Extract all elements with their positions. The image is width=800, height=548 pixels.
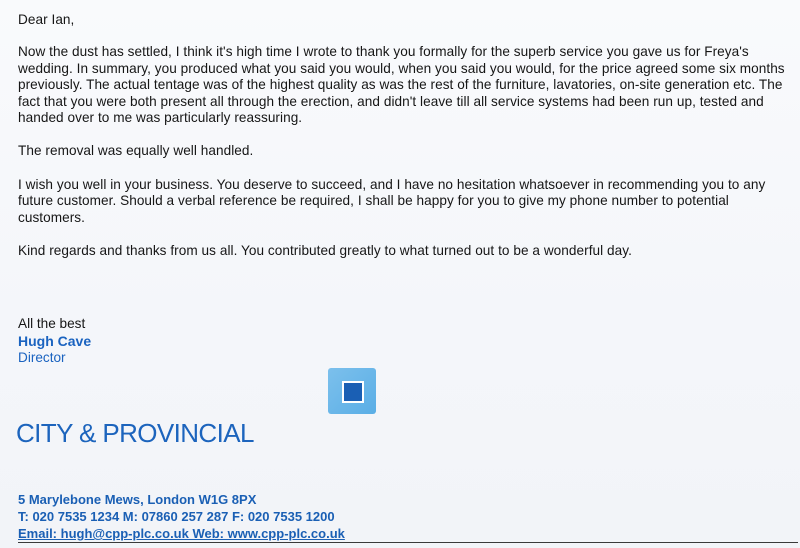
signature-title: Director bbox=[18, 350, 66, 365]
footer-address: 5 Marylebone Mews, London W1G 8PX bbox=[18, 492, 257, 507]
paragraph-regards: Kind regards and thanks from us all. You contributed greatly to what turned out to be a wonderful day. bbox=[18, 243, 632, 259]
footer-rule bbox=[18, 542, 798, 543]
paragraph-thanks: Now the dust has settled, I think it's high time I wrote to thank you formally for the superb service you gave us for Freya's wedding. In summary, you produced what you said you would, when you said you would, for the price agreed some six months previously. The actual tentage was of the highest quality as was the rest of the furniture, lavatories, on-site generation etc. The fact that you were both present all through the erection, and didn't leave till all service systems had been run up, tested and handed over to me was particularly reassuring. bbox=[18, 44, 785, 126]
company-wordmark: CITY & PROVINCIAL bbox=[16, 418, 254, 448]
salutation: Dear Ian, bbox=[18, 12, 75, 27]
paragraph-recommendation: I wish you well in your business. You deserve to succeed, and I have no hesitation whatsoever in recommending you to any future customer. Should a verbal reference be required, I shall be happy for you to give my phone number to potential customers. bbox=[18, 176, 766, 225]
footer-contact: Email: hugh@cpp-plc.co.uk Web: www.cpp-plc.co.uk bbox=[18, 526, 345, 541]
paragraph-removal: The removal was equally well handled. bbox=[18, 143, 254, 159]
signature-name: Hugh Cave bbox=[18, 333, 92, 349]
logo-inner-square bbox=[342, 381, 364, 403]
company-footer bbox=[18, 491, 345, 542]
square-logo-icon bbox=[328, 368, 376, 414]
footer-phones: T: 020 7535 1234 M: 07860 257 287 F: 020 7535 1200 bbox=[18, 509, 335, 524]
letter-body bbox=[18, 12, 793, 276]
closing-text: All the best bbox=[18, 316, 86, 331]
closing bbox=[18, 316, 85, 331]
